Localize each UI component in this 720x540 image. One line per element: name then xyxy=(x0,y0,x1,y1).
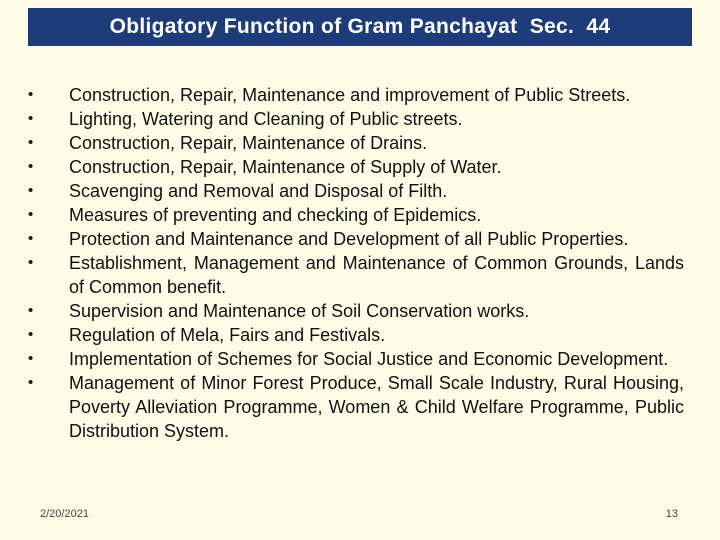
page-number: 13 xyxy=(665,508,678,520)
title-bar xyxy=(28,8,692,46)
bullet-list xyxy=(28,83,684,443)
bullet-icon: • xyxy=(28,206,34,223)
list-item-text: Establishment, Management and Maintenance of Common Grounds, Lands of Common benefit. xyxy=(69,253,684,297)
list-item-text: Implementation of Schemes for Social Justice and Economic Development. xyxy=(69,349,669,369)
list-item xyxy=(28,371,684,443)
bullet-icon: • xyxy=(28,158,34,175)
list-item xyxy=(28,131,684,155)
footer-date: 2/20/2021 xyxy=(40,508,89,520)
bullet-icon: • xyxy=(28,230,34,247)
bullet-icon: • xyxy=(28,86,34,103)
list-item xyxy=(28,251,684,299)
bullet-icon: • xyxy=(28,134,34,151)
list-item-text: Construction, Repair, Maintenance of Drains. xyxy=(69,133,428,153)
list-item xyxy=(28,227,684,251)
list-item-text: Supervision and Maintenance of Soil Conservation works. xyxy=(69,301,530,321)
list-item-text: Regulation of Mela, Fairs and Festivals. xyxy=(69,325,386,345)
list-item xyxy=(28,107,684,131)
bullet-icon: • xyxy=(28,326,34,343)
bullet-icon: • xyxy=(28,182,34,199)
list-item-text: Management of Minor Forest Produce, Small Scale Industry, Rural Housing, Poverty Alleviation Programme, Women & Child Welfare Programme, Public Distribution System. xyxy=(69,373,684,441)
list-item xyxy=(28,299,684,323)
bullet-icon: • xyxy=(28,254,34,271)
list-item xyxy=(28,323,684,347)
list-item xyxy=(28,155,684,179)
list-item-text: Construction, Repair, Maintenance of Supply of Water. xyxy=(69,157,502,177)
bullet-icon: • xyxy=(28,110,34,127)
list-item xyxy=(28,203,684,227)
list-item-text: Scavenging and Removal and Disposal of Filth. xyxy=(69,181,448,201)
slide-title: Obligatory Function of Gram Panchayat Sec. 44 xyxy=(109,15,611,38)
list-item xyxy=(28,179,684,203)
bullet-icon: • xyxy=(28,302,34,319)
list-item xyxy=(28,347,684,371)
bullet-icon: • xyxy=(28,374,34,391)
list-item xyxy=(28,83,684,107)
list-item-text: Measures of preventing and checking of Epidemics. xyxy=(69,205,482,225)
list-item-text: Lighting, Watering and Cleaning of Public streets. xyxy=(69,109,463,129)
bullet-icon: • xyxy=(28,350,34,367)
list-item-text: Construction, Repair, Maintenance and improvement of Public Streets. xyxy=(69,85,631,105)
list-item-text: Protection and Maintenance and Development of all Public Properties. xyxy=(69,229,629,249)
